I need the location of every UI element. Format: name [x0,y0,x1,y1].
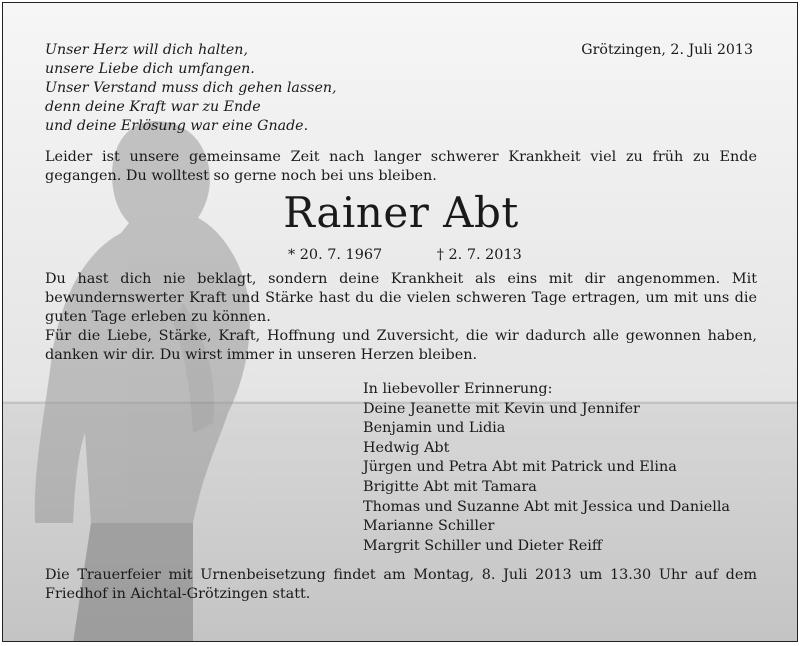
poem-line: unsere Liebe dich umfangen. [45,61,255,77]
family-member: Jürgen und Petra Abt mit Patrick und Elina [363,459,677,476]
obituary-content [3,3,798,642]
family-heading: In liebevoller Erinnerung: [363,381,553,397]
place-date: Grötzingen, 2. Juli 2013 [581,42,753,58]
poem-line: denn deine Kraft war zu Ende [45,99,261,115]
family-member: Benjamin und Lidia [363,420,506,437]
family-member: Thomas und Suzanne Abt mit Jessica und Daniella [363,498,731,515]
life-dates [288,246,522,265]
deceased-name: Rainer Abt [283,188,519,237]
family-member: Margrit Schiller und Dieter Reiff [363,537,603,554]
family-list [363,380,783,556]
poem-line: Unser Verstand muss dich gehen lassen, [45,80,337,96]
funeral-notice: Die Trauerfeier mit Urnenbeisetzung findet am Montag, 8. Juli 2013 um 13.30 Uhr auf dem Friedhof in Aichtal-Grötzingen statt. [45,567,757,602]
family-member: Marianne Schiller [363,518,495,535]
poem [45,41,465,136]
poem-line: Unser Herz will dich halten, [45,42,248,58]
family-member: Hedwig Abt [363,439,450,456]
intro-paragraph: Leider ist unsere gemeinsame Zeit nach langer schwerer Krankheit viel zu früh zu Ende gegangen. Du wolltest so gerne noch bei uns bleiben. [45,149,757,184]
obituary-card [2,2,798,642]
poem-line: und deine Erlösung war eine Gnade. [45,118,309,134]
tribute-2: Für die Liebe, Stärke, Kraft, Hoffnung und Zuversicht, die wir dadurch alle gewonnen haben, danken wir dir. Du wirst immer in unseren Herzen bleiben. [45,328,757,363]
family-member: Deine Jeanette mit Kevin und Jennifer [363,400,640,417]
birth-date: * 20. 7. 1967 [288,247,383,263]
tribute-1: Du hast dich nie beklagt, sondern deine Krankheit als eins mit dir angenommen. Mit bewundernswerter Kraft und Stärke hast du die vielen schweren Tage ertragen, um mit uns die guten Tage erleben zu können. [45,271,757,325]
family-member: Brigitte Abt mit Tamara [363,478,537,495]
tribute-paragraph [45,270,757,365]
death-date: † 2. 7. 2013 [436,247,522,263]
